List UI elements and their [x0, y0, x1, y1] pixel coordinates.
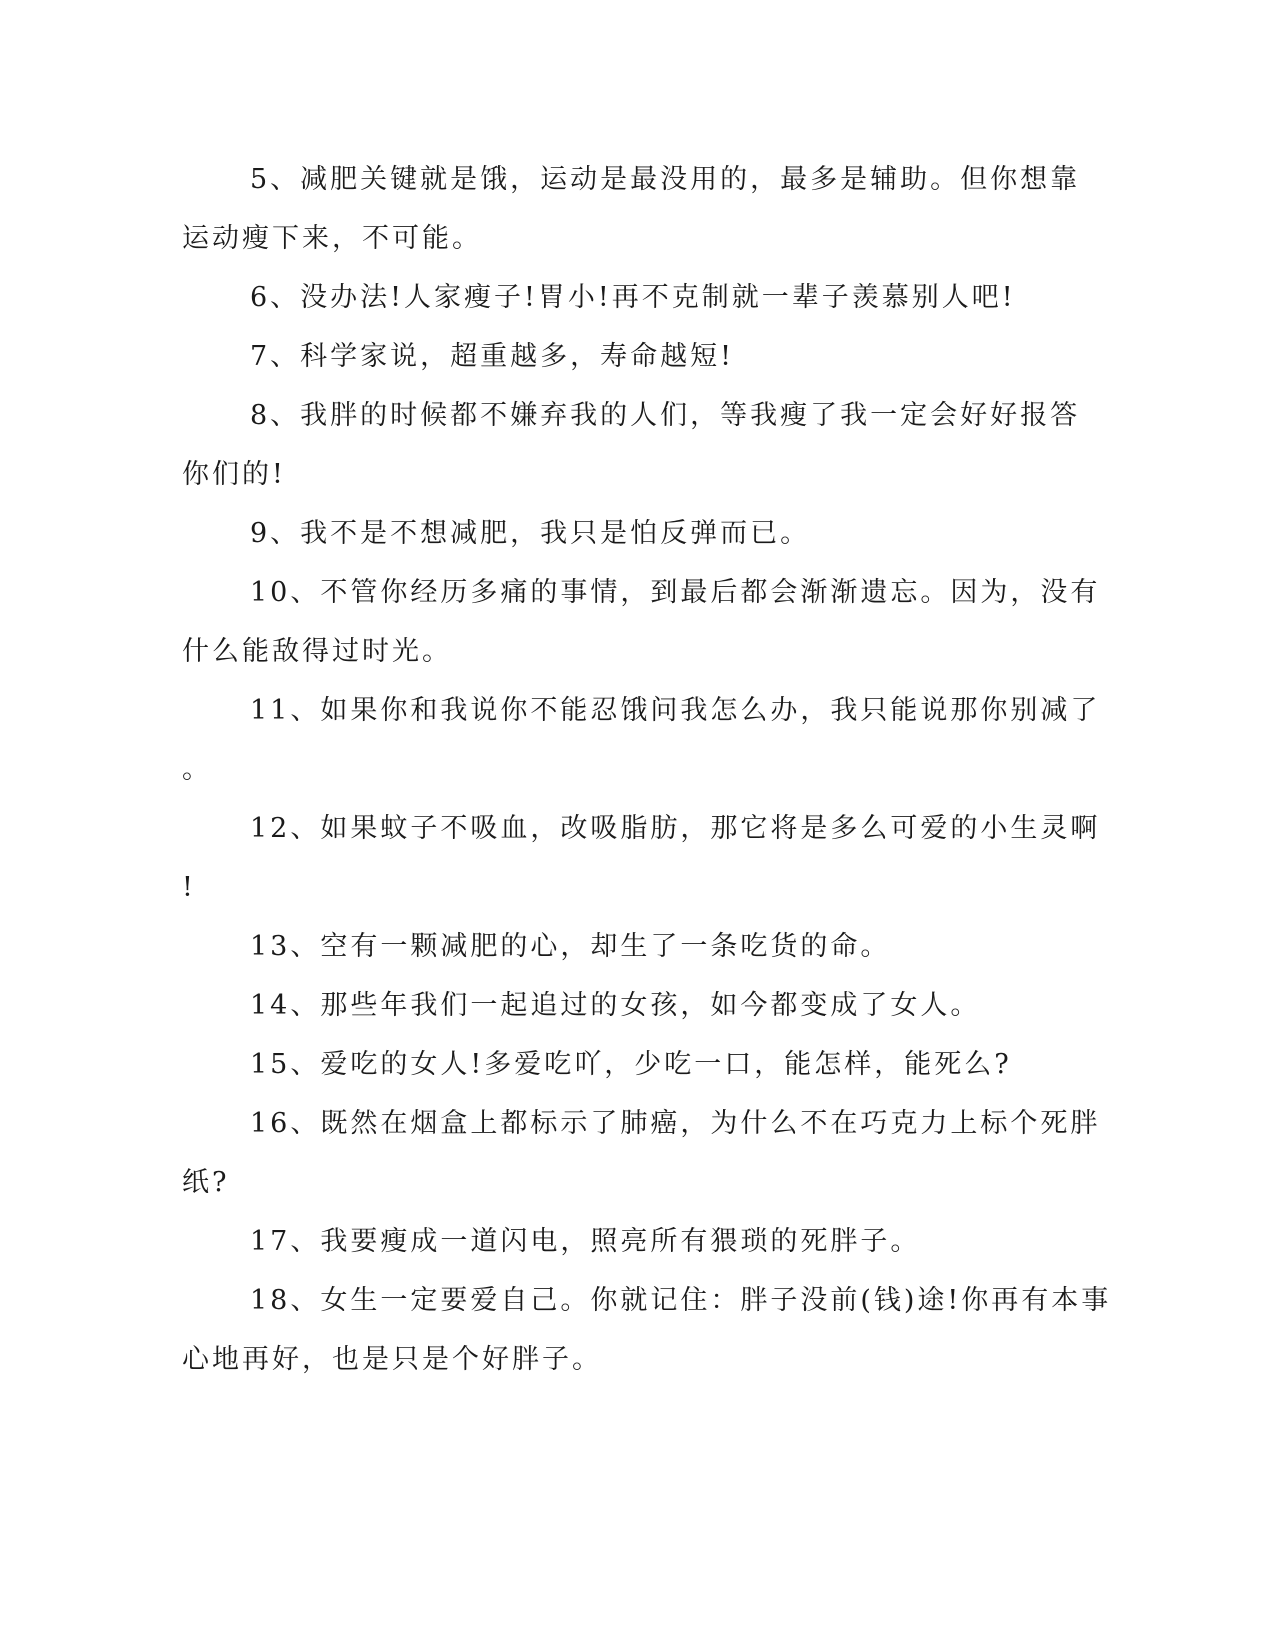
paragraph-11-line-1: 11、如果你和我说你不能忍饿问我怎么办，我只能说那你别减了	[250, 695, 1101, 726]
paragraph-15: 15、爱吃的女人!多爱吃吖，少吃一口，能怎样，能死么?	[250, 1049, 1012, 1080]
paragraph-18-line-1: 18、女生一定要爱自己。你就记住：胖子没前(钱)途!你再有本事	[250, 1285, 1112, 1316]
paragraph-16-line-1: 16、既然在烟盒上都标示了肺癌，为什么不在巧克力上标个死胖	[250, 1108, 1101, 1139]
paragraph-8-line-2: 你们的!	[182, 459, 286, 490]
paragraph-13: 13、空有一颗减肥的心，却生了一条吃货的命。	[250, 931, 891, 962]
paragraph-7: 7、科学家说，超重越多，寿命越短!	[250, 341, 735, 372]
paragraph-12-line-2: !	[182, 872, 196, 903]
paragraph-16-line-2: 纸?	[182, 1167, 230, 1198]
paragraph-18-line-2: 心地再好，也是只是个好胖子。	[182, 1344, 602, 1375]
paragraph-5-line-2: 运动瘦下来，不可能。	[182, 223, 482, 254]
paragraph-8-line-1: 8、我胖的时候都不嫌弃我的人们，等我瘦了我一定会好好报答	[250, 400, 1081, 431]
paragraph-9: 9、我不是不想减肥，我只是怕反弹而已。	[250, 518, 811, 549]
paragraph-17: 17、我要瘦成一道闪电，照亮所有猥琐的死胖子。	[250, 1226, 921, 1257]
paragraph-11-line-2: 。	[182, 754, 212, 785]
paragraph-5-line-1: 5、减肥关键就是饿，运动是最没用的，最多是辅助。但你想靠	[250, 164, 1081, 195]
paragraph-14: 14、那些年我们一起追过的女孩，如今都变成了女人。	[250, 990, 981, 1021]
paragraph-10-line-2: 什么能敌得过时光。	[182, 636, 452, 667]
paragraph-12-line-1: 12、如果蚊子不吸血，改吸脂肪，那它将是多么可爱的小生灵啊	[250, 813, 1101, 844]
paragraph-6: 6、没办法!人家瘦子!胃小!再不克制就一辈子羡慕别人吧!	[250, 282, 1016, 313]
paragraph-10-line-1: 10、不管你经历多痛的事情，到最后都会渐渐遗忘。因为，没有	[250, 577, 1101, 608]
